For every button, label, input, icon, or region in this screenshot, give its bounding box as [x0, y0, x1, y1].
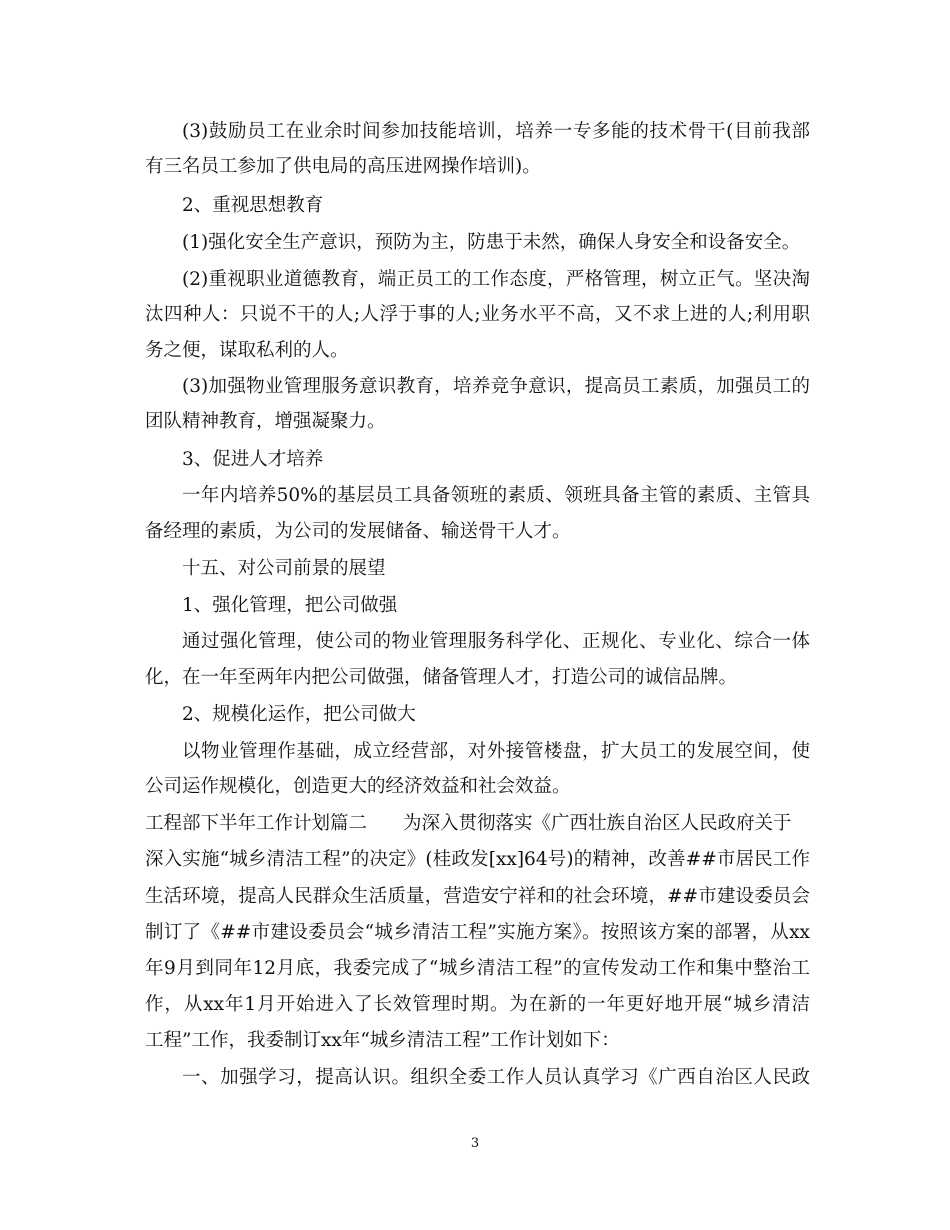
paragraph-line: 公司运作规模化，创造更大的经济效益和社会效益。 [145, 776, 571, 797]
section-heading: 2、规模化运作，把公司做大 [182, 704, 416, 725]
paragraph-line: 有三名员工参加了供电局的高压进网操作培训)。 [145, 156, 541, 177]
paragraph-line: 年9月到同年12月底，我委完成了“城乡清洁工程”的宣传发动工作和集中整治工 [145, 958, 810, 979]
paragraph-line: 务之便，谋取私利的人。 [145, 340, 349, 361]
article-title-line [145, 812, 810, 836]
paragraph-line: 汰四种人：只说不干的人;人浮于事的人;业务水平不高，又不求上进的人;利用职 [145, 304, 810, 325]
paragraph-line: 化，在一年至两年内把公司做强，储备管理人才，打造公司的诚信品牌。 [145, 667, 738, 688]
paragraph-line: 深入实施“城乡清洁工程”的决定》(桂政发[xx]64号)的精神，改善##市居民工作 [145, 849, 810, 870]
paragraph-line: (3)鼓励员工在业余时间参加技能培训，培养一专多能的技术骨干(目前我部 [182, 121, 810, 142]
paragraph-line: 团队精神教育，增强凝聚力。 [145, 411, 386, 432]
section-heading: 1、强化管理，把公司做强 [182, 595, 398, 616]
paragraph-line: (2)重视职业道德教育，端正员工的工作态度，严格管理，树立正气。坚决淘 [182, 269, 810, 290]
paragraph-line: (1)强化安全生产意识，预防为主，防患于未然，确保人身安全和设备安全。 [182, 232, 801, 253]
paragraph-line: 备经理的素质，为公司的发展储备、输送骨干人才。 [145, 521, 571, 542]
article-title: 工程部下半年工作计划篇二 [145, 813, 368, 834]
article-intro: 为深入贯彻落实《广西壮族自治区人民政府关于 [403, 813, 792, 834]
paragraph-line: 一、加强学习，提高认识。组织全委工作人员认真学习《广西自治区人民政 [182, 1067, 810, 1088]
paragraph-line: 工程”工作，我委制订xx年“城乡清洁工程”工作计划如下： [145, 1030, 620, 1051]
section-heading: 3、促进人才培养 [182, 449, 324, 470]
paragraph-line: 通过强化管理，使公司的物业管理服务科学化、正规化、专业化、综合一体 [182, 631, 810, 652]
section-heading: 十五、对公司前景的展望 [182, 558, 386, 579]
paragraph-line: 作，从xx年1月开始进入了长效管理时期。为在新的一年更好地开展“城乡清洁 [145, 994, 810, 1015]
section-heading: 2、重视思想教育 [182, 195, 324, 216]
paragraph-line: 生活环境，提高人民群众生活质量，营造安宁祥和的社会环境，##市建设委员会 [145, 886, 810, 907]
paragraph-line: 以物业管理作基础，成立经营部，对外接管楼盘，扩大员工的发展空间，使 [182, 741, 810, 762]
paragraph-line: (3)加强物业管理服务意识教育，培养竞争意识，提高员工素质，加强员工的 [182, 376, 810, 397]
paragraph-line: 一年内培养50%的基层员工具备领班的素质、领班具备主管的素质、主管具 [182, 485, 810, 506]
page-number: 3 [470, 1136, 480, 1151]
paragraph-line: 制订了《##市建设委员会“城乡清洁工程”实施方案》。按照该方案的部署，从xx [145, 922, 810, 943]
